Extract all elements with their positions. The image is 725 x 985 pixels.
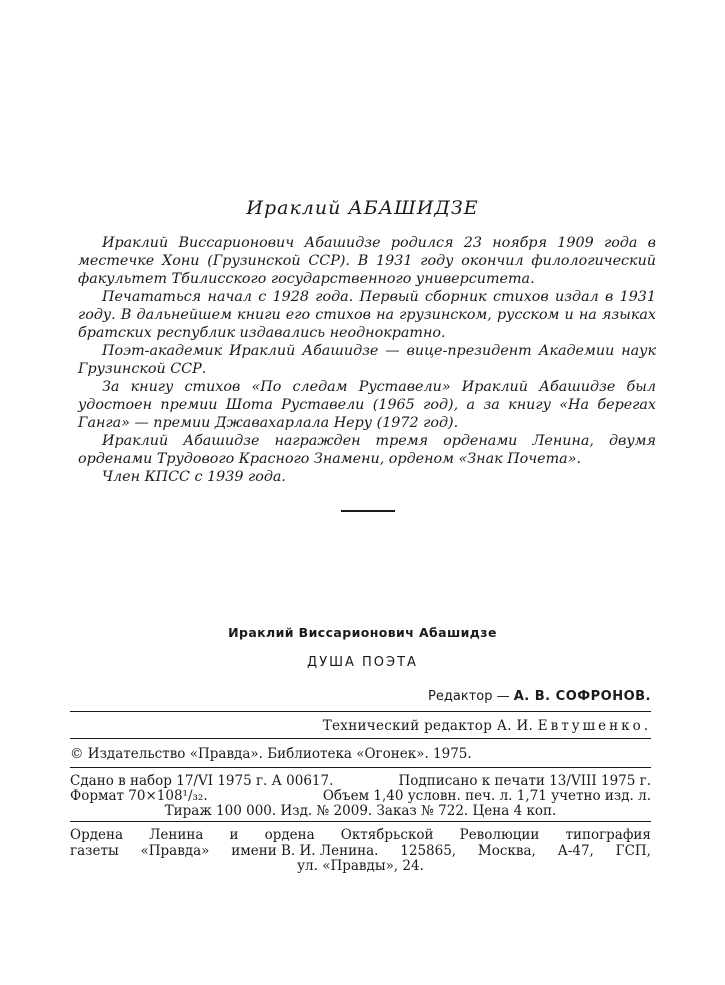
printer-address: ул. «Правды», 24.: [297, 858, 424, 874]
print-submitted: Сдано в набор 17/VI 1975 г. А 00617.: [70, 773, 334, 789]
printer-word: А-47,: [557, 842, 594, 859]
imprint-book-title: ДУША ПОЭТА: [307, 655, 418, 670]
imprint-copyright: [70, 746, 651, 762]
print-signed: Подписано к печати 13/VIII 1975 г.: [398, 773, 651, 789]
printer-word: Революции: [459, 827, 540, 843]
tech-editor-initials: А. И.: [496, 718, 534, 734]
bio-paragraph: Ираклий Абашидзе награжден тремя орденами Ленина, двумя орденами Трудового Красного Знамени, орденом «Знак Почета».: [78, 433, 656, 467]
imprint-tech-editor: [0, 718, 651, 734]
printer-word: имени В. И. Ленина.: [231, 842, 379, 859]
print-volume: Объем 1,40 условн. печ. л. 1,71 учетно изд. л.: [322, 788, 651, 804]
bio-paragraph: Член КПСС с 1939 года.: [102, 469, 286, 485]
printer-word: ордена: [264, 827, 315, 843]
printer-word: газеты: [70, 842, 119, 859]
tech-editor-surname: Евтушенко.: [537, 718, 651, 734]
bio-paragraph: Печататься начал с 1928 года. Первый сборник стихов издал в 1931 году. В дальнейшем книги его стихов на грузинском, русском и на языках братских республик издавались неоднократно.: [78, 289, 656, 341]
bio-title: Ираклий АБАШИДЗЕ: [246, 197, 479, 219]
bio-paragraph: Ираклий Виссарионович Абашидзе родился 23 ноября 1909 года в местечке Хони (Грузинской ССР). В 1931 году окончил филологический факультет Тбилисского государственного университета.: [78, 235, 656, 287]
printer-word: ГСП,: [615, 842, 651, 859]
imprint-printer: [70, 828, 651, 875]
bio-paragraph: За книгу стихов «По следам Руставели» Ираклий Абашидзе был удостоен премии Шота Руставели (1965 год), а за книгу «На берегах Ганга» — премии Джавахарлала Неру (1972 год).: [78, 379, 656, 431]
imprint-editor: [0, 689, 651, 704]
editor-label: Редактор —: [428, 689, 510, 704]
copyright-text: Издательство «Правда». Библиотека «Огонек». 1975.: [87, 746, 472, 762]
printer-word: Ордена: [70, 827, 124, 843]
imprint-rule: [70, 738, 651, 739]
copyright-symbol: ©: [70, 746, 84, 762]
bio-paragraph: Поэт-академик Ираклий Абашидзе — вице-президент Академии наук Грузинской ССР.: [78, 343, 656, 377]
imprint-rule: [70, 711, 651, 712]
imprint-print-details: [70, 774, 651, 819]
printer-word: 125865,: [400, 842, 457, 859]
print-run: Тираж 100 000. Изд. № 2009. Заказ № 722. Цена 4 коп.: [164, 803, 557, 819]
printer-word: Октябрьской: [340, 827, 434, 843]
printer-word: и: [229, 827, 239, 843]
imprint-rule: [70, 767, 651, 768]
tech-editor-label: Технический редактор: [322, 718, 493, 734]
imprint-rule: [70, 821, 651, 822]
editor-name: А. В. СОФРОНОВ.: [513, 689, 651, 704]
printer-word: типография: [565, 827, 651, 843]
printer-word: Москва,: [477, 842, 536, 859]
section-divider: [341, 510, 395, 512]
printer-word: «Правда»: [140, 842, 210, 859]
print-format: Формат 70×108¹/₃₂.: [70, 788, 208, 804]
bio-text: [78, 234, 656, 486]
imprint-author: Ираклий Виссарионович Абашидзе: [228, 625, 497, 640]
printer-word: Ленина: [149, 827, 204, 843]
